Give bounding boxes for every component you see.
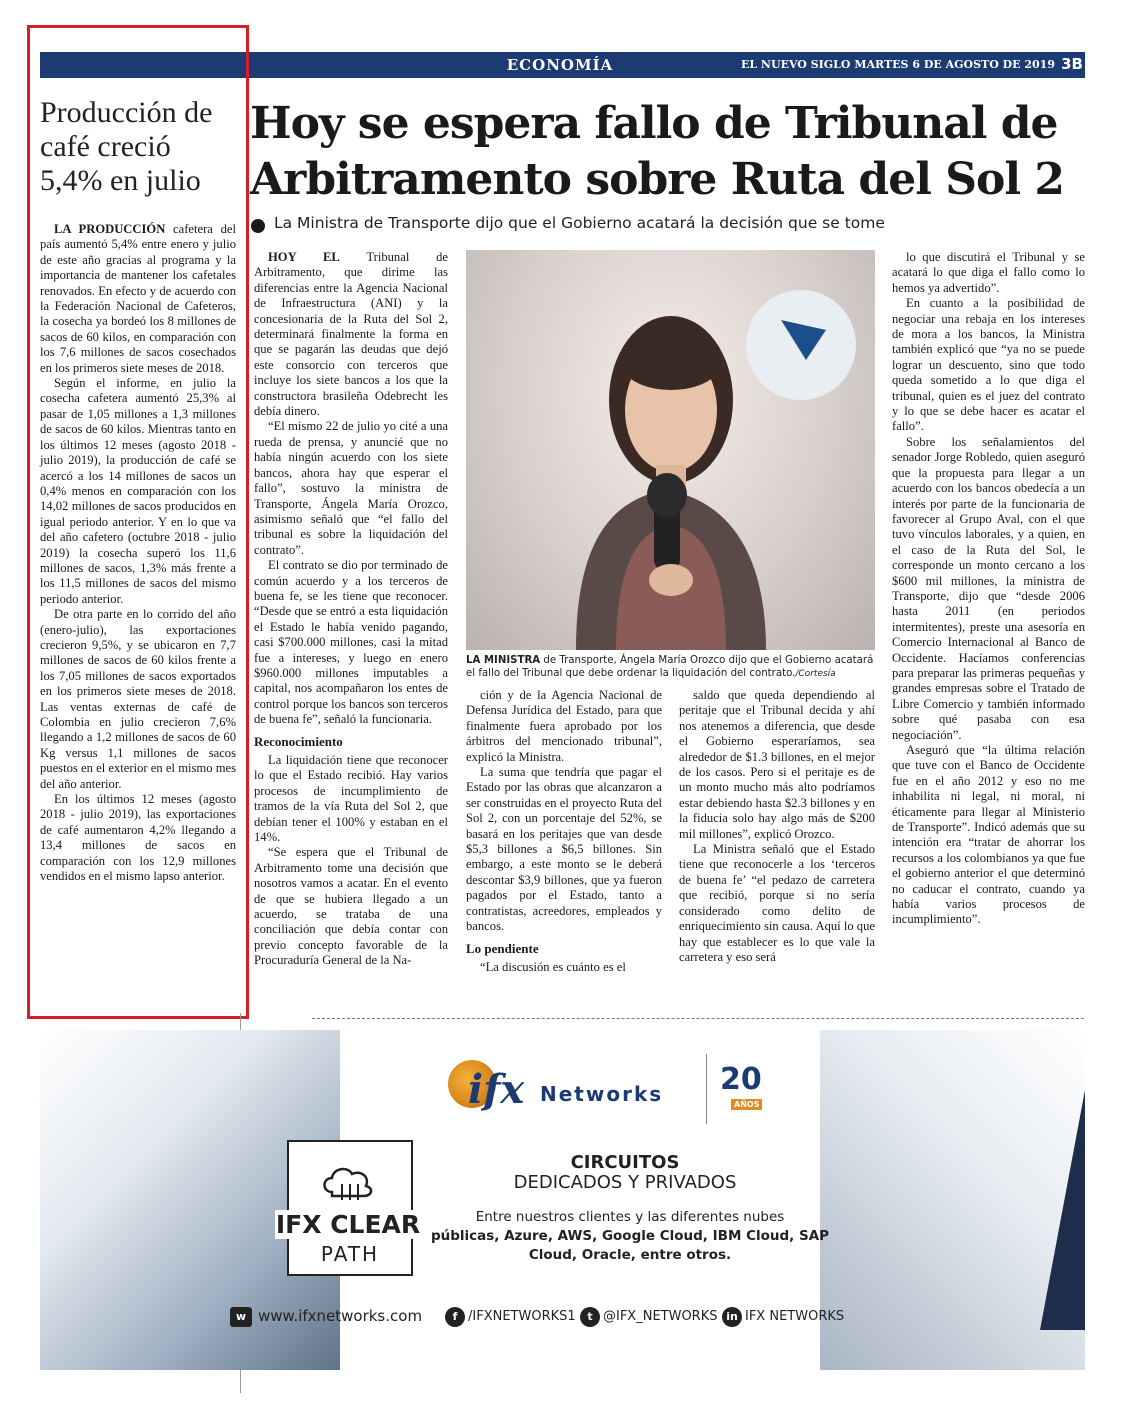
paragraph	[892, 296, 1085, 435]
column-1b-paragraphs	[254, 753, 448, 969]
paragraph-text: El contrato se dio por terminado de común acuerdo y a los terceros de buena fe, se les tiene que reconocer. “Desde que se entró a esta liquidación el Estado le había venido pagando, casi $700.000 millones, casi la mitad fue a intereses, y luego en enero $960.000 millones imputables a capital, nos acompañaron los entes de control porque los bancos son terceros de buena fe”, señaló la funcionaria.	[254, 558, 448, 727]
article-headline: Hoy se espera fallo de Tribunal de Arbitramento sobre Ruta del Sol 2	[250, 98, 1064, 205]
sidebar-body	[40, 222, 236, 884]
paragraph	[254, 753, 448, 845]
paragraph-text: Sobre los señalamientos del senador Jorge Robledo, quien aseguró que la propuesta para llegar a un acuerdo con los bancos obedecía a un interés por parte de la funcionaria de favorecer al Grupo Aval, con el que tuvo vínculos laborales, y a quien, en el caso de la Ruta del Sol, le corresponde un monto cercano a los $600 mil millones, la ministra de Transporte, dijo que “desde 2006 hasta 2011 (en periodos intermitentes), preste una asesoría en Comercio Internacional al Banco de Occidente. Hacíamos conferencias para preparar las primeras pequeñas y grandes empresas sobre el Tratado de Libre Comercio y también informado sobre qué pasaba con esa negociación”.	[892, 434, 1085, 742]
column-1-paragraphs	[254, 250, 448, 728]
paragraph-text: lo que discutirá el Tribunal y se acatará lo que diga el fallo como lo hemos ya advertido”.	[892, 250, 1085, 295]
clearpath-subtitle: PATH	[320, 1242, 380, 1266]
paragraph-text: Tribunal de Arbitramento, que dirime las diferencias entre la Agencia Nacional de Infraestructura (ANI) y la concesionaria de la Ruta del Sol 2, determinará finalmente la forma en que se pagarán las deudas que dejó este consorcio con terceros que incluye los siete bancos a los que la constructora brasileña Odebrecht les debía dinero.	[254, 250, 448, 419]
paragraph-text: La liquidación tiene que reconocer lo que el Estado recibió. Hay varios procesos de incumplimiento de tramos de la vía Ruta del Sol 2, que debían tener el 100% y estaban en el 14%.	[254, 753, 448, 845]
column-3-paragraphs	[679, 688, 875, 965]
paragraph-text: ción y de la Agencia Nacional de Defensa Jurídica del Estado, para que finalmente fuera aprobado por los árbitros del mencionado tribunal”, explicó la Ministra.	[466, 688, 662, 764]
paragraph	[254, 419, 448, 558]
ad-copy-line-2: públicas, Azure, AWS, Google Cloud, IBM Cloud, SAP	[430, 1228, 830, 1244]
paragraph	[40, 222, 236, 376]
paragraph-text: “El mismo 22 de julio yo cité a una rueda de prensa, y anuncié que no había ningún acuerdo con los siete bancos, ahora hay que esperar el fallo”, sostuvo la ministra de Transporte, Ángela María Orozco, asimismo señaló que “el fallo del tribunal es sobre la liquidación del contrato”.	[254, 419, 448, 557]
paragraph	[892, 250, 1085, 296]
minister-portrait-illustration	[466, 250, 875, 650]
page-number: 3B	[1061, 55, 1083, 73]
article-column-2	[466, 688, 662, 975]
linkedin-handle[interactable]: IFX NETWORKS	[745, 1309, 845, 1324]
paragraph	[466, 765, 662, 934]
paragraph	[466, 960, 662, 975]
paragraph-text: “La discusión es cuánto es el	[480, 959, 626, 974]
subheading-reconocimiento: Reconocimiento	[254, 733, 343, 749]
subheading-lo-pendiente: Lo pendiente	[466, 940, 539, 956]
paragraph-lead: HOY EL	[268, 250, 340, 264]
article-column-4	[892, 250, 1085, 928]
paragraph	[40, 376, 236, 607]
paragraph	[254, 250, 448, 419]
column-2b-paragraphs	[466, 960, 662, 975]
paragraph	[466, 688, 662, 765]
ad-copy-line-1: Entre nuestros clientes y las diferentes nubes	[475, 1209, 785, 1225]
paragraph-lead: LA PRODUCCIÓN	[54, 222, 166, 236]
column-4-paragraphs	[892, 250, 1085, 928]
cloud-circuit-icon	[318, 1162, 378, 1202]
twitter-handle[interactable]: @IFX_NETWORKS	[603, 1309, 718, 1324]
logo-separator	[706, 1054, 707, 1124]
paragraph	[679, 842, 875, 965]
ad-headline-1: CIRCUITOS	[570, 1152, 680, 1173]
paragraph-text: La suma que tendría que pagar el Estado por las obras que alcanzaron a ser construidas en el proyecto Ruta del Sol 2, con un porcentaje del 52%, se basará en los peritajes que van desde $5,3 billones a $6,5 billones. Sin embargo, a este monto se le deberá descontar $3,9 billones, que ya fueron pagados por el Estado, tanto a contratistas, acreedores, empleados y bancos.	[466, 765, 662, 934]
bullet-dot-icon	[251, 219, 265, 233]
paragraph	[892, 743, 1085, 928]
paragraph-text: saldo que queda dependiendo al peritaje que el Tribunal decida y ahí nos atenemos a diferencia, que desde el Gobierno esperaríamos, sea alrededor de $1.3 billones, en el mejor de los casos. Pero si el peritaje es de un monto mucho más alto podríamos estar debiendo hasta $2.3 billones y en la fiducia solo hay algo más de $200 mil millones”, explicó Orozco.	[679, 688, 875, 841]
paragraph-text: “Se espera que el Tribunal de Arbitramento tome una decisión que nosotros vamos a acatar. En el evento de que se hubiera llegado a un acuerdo, se trataba de una conciliación que debía contar con previo concepto favorable de la Procuraduría General de la Na-	[254, 845, 448, 968]
paragraph	[254, 845, 448, 968]
paragraph	[892, 435, 1085, 743]
ad-copy	[420, 1208, 840, 1265]
header-date-info: EL NUEVO SIGLO MARTES 6 DE AGOSTO DE 2019	[740, 58, 1055, 71]
caption-credit: /Cortesía	[795, 669, 836, 679]
paragraph-text: De otra parte en lo corrido del año (enero-julio), las exportaciones crecieron 9,5%, y se ubicaron en 7,7 millones de sacos de 60 kilos frente a los 7,05 millones de sacos exportados en los primeros siete meses de 2018. Las ventas externas de café de Colombia en julio crecieron 7,6% llegando a 1,2 millones de sacos de 60 Kg versus 1,1 millones de sacos puestos en el exterior en el mismo mes del año anterior.	[40, 607, 236, 791]
paragraph	[40, 792, 236, 884]
anniversary-label: AÑOS	[731, 1099, 762, 1110]
paragraph-text: La Ministra señaló que el Estado tiene que reconocerle a los ‘terceros de buena fe’ “el pedazo de carretera que recibió, porque si no sería considerado como delito de enriquecimiento sin causa. Aquí lo que hay que establecer es lo que vale la carretera y eso será	[679, 842, 875, 964]
ad-headline-2: DEDICADOS Y PRIVADOS	[513, 1172, 737, 1193]
caption-text: de Transporte, Ángela María Orozco dijo que el Gobierno acatará el fallo del Tribunal que debe ordenar la liquidación del contrato.	[466, 655, 874, 679]
article-column-1	[254, 250, 448, 969]
ad-copy-line-3: Cloud, Oracle, entre otros.	[528, 1247, 732, 1263]
sidebar-title: Producción de café creció 5,4% en julio	[40, 96, 213, 197]
website-link[interactable]: www.ifxnetworks.com	[258, 1307, 423, 1325]
photo-caption	[466, 654, 875, 681]
paragraph	[254, 558, 448, 727]
caption-lead: LA MINISTRA	[466, 655, 541, 666]
paragraph	[40, 607, 236, 792]
linkedin-icon: in	[722, 1307, 742, 1327]
paragraph-text: Según el informe, en julio la cosecha cafetera aumentó 25,3% al pasar de 1,05 millones a 1,3 millones de sacos de 60 kilos. Mientras tanto en los últimos 12 meses (agosto 2018 - julio 2019), la producción de café se acercó a los 14 millones de sacos un 0,4% menos en comparación con los 14,02 millones de sacos producidos en igual periodo anterior. Y en lo que va del año cafetero (octubre 2018 - julio 2019) la cosecha superó los 11,6 millones de sacos, 1,3% más frente a los 11,5 millones de sacos del mismo periodo anterior.	[40, 376, 236, 606]
anniversary-number: 20	[720, 1062, 762, 1097]
ad-divider	[312, 1018, 1084, 1019]
ifx-logo-word: ifx	[468, 1066, 525, 1113]
article-photo	[466, 250, 875, 650]
paragraph-text: En cuanto a la posibilidad de negociar una rebaja en los intereses de mora a los bancos, la Ministra también explicó que “ya no se puede lograr un descuento, sino que todo queda sometido a lo que diga el tribunal, quien es el juez del contrato y lo que se debe hacer es acatar el fallo”.	[892, 296, 1085, 434]
section-name: ECONOMÍA	[506, 56, 614, 74]
facebook-icon: f	[445, 1307, 465, 1327]
article-subheadline: La Ministra de Transporte dijo que el Gobierno acatará la decisión que se tome	[274, 214, 885, 232]
ad-footer-contacts	[230, 1304, 890, 1330]
paragraph-text: En los últimos 12 meses (agosto 2018 - julio 2019), las exportaciones de café aumentaron 4,2% llegando a 13,4 millones de sacos en comparación con los 12,9 millones vendidos en el mismo lapso anterior.	[40, 792, 236, 884]
paragraph-text: cafetera del país aumentó 5,4% entre enero y julio de este año gracias al programa y la importancia de mantener los cafetales renovados. En efecto y de acuerdo con la Federación Nacional de Cafeteros, la cosecha ya bordeó los 8 millones de sacos de 60 kilos, en comparación con los 7,6 millones de sacos cosechados en los primeros siete meses de 2018.	[40, 222, 236, 375]
twitter-icon: t	[580, 1307, 600, 1327]
ifx-networks-word: Networks	[540, 1082, 664, 1106]
clearpath-title: IFX CLEAR	[275, 1210, 421, 1239]
ad-navy-stripe	[1040, 1090, 1085, 1330]
facebook-handle[interactable]: /IFXNETWORKS1	[468, 1309, 576, 1324]
web-icon: w	[230, 1307, 252, 1327]
article-column-3	[679, 688, 875, 965]
paragraph	[679, 688, 875, 842]
column-2-paragraphs	[466, 688, 662, 935]
paragraph-text: Aseguró que “la última relación que tuve con el Banco de Occidente fue en el año 2012 y eso no me inhabilita ni legal, ni moral, ni éticamente para llegar al Ministerio de Transporte”. Indicó además que su intención era “tratar de ahorrar los recursos a los colombianos ya que fue el gobierno anterior el que determinó no caducar el contrato, cuando ya había varios procesos de incumplimiento”.	[892, 743, 1085, 927]
